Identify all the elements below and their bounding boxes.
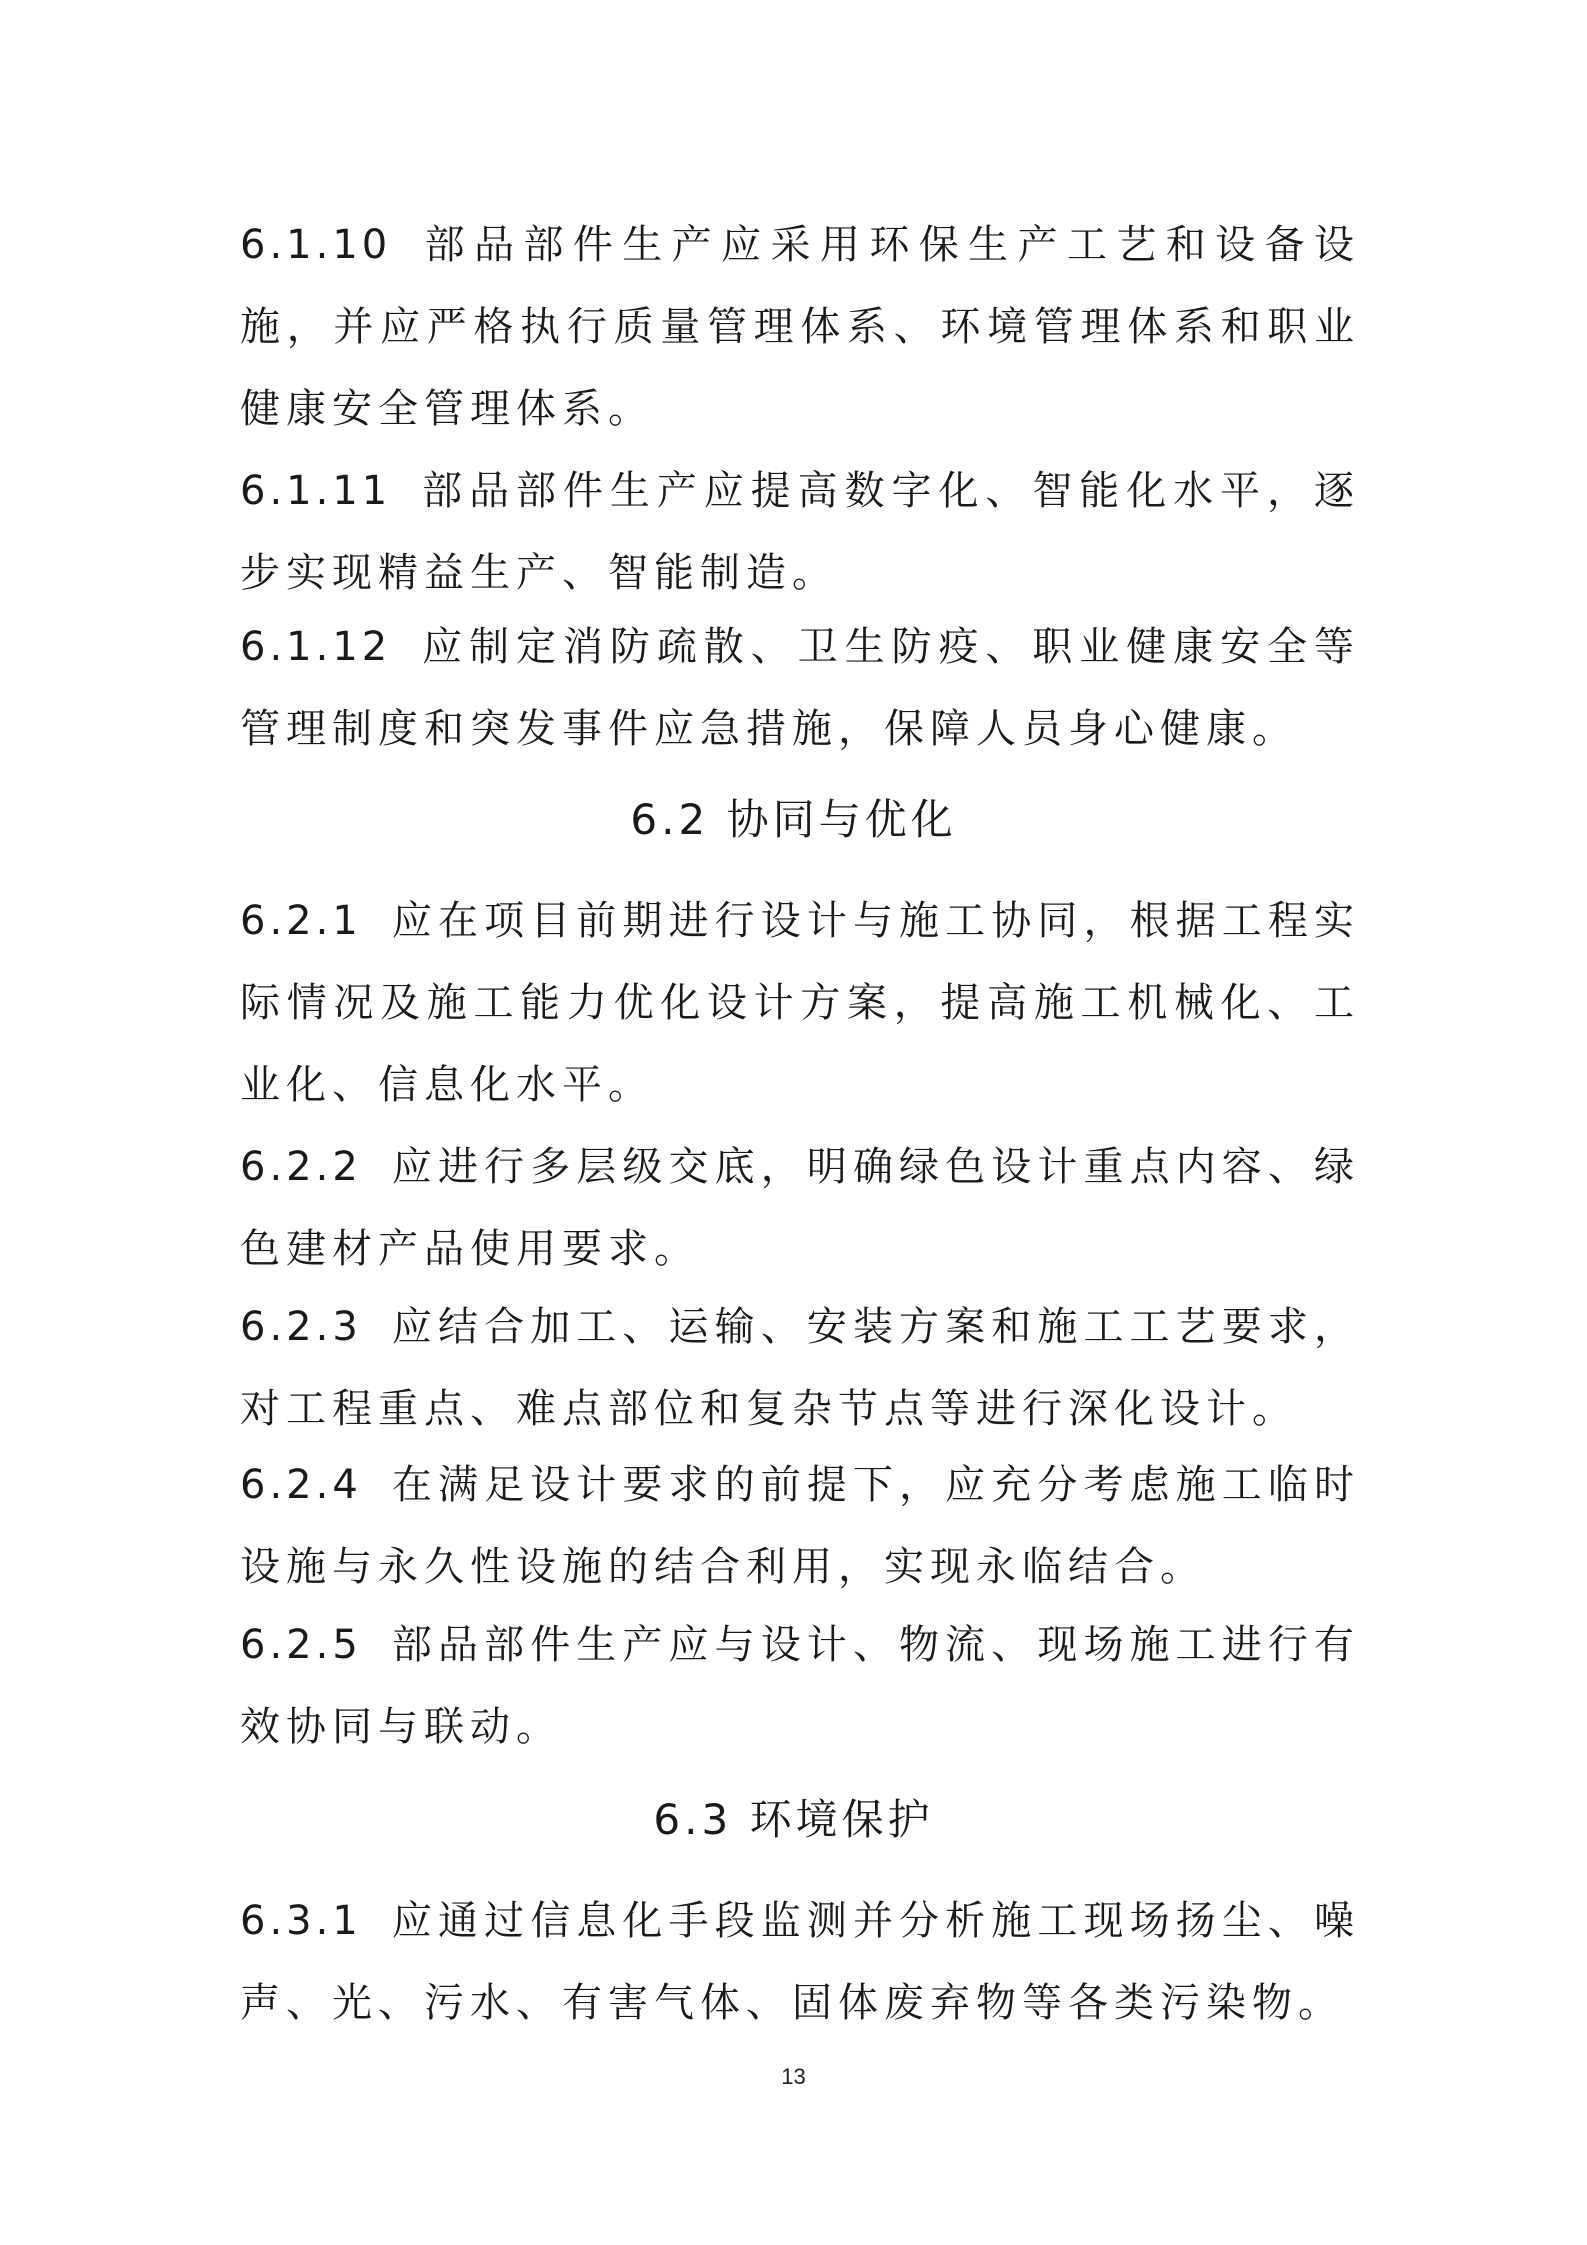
clause-text: 部品部件生产应采用环保生产工艺和设备设施，并应严格执行质量管理体系、环境管理体系和职业健康安全管理体系。	[240, 222, 1360, 432]
clause-text: 部品部件生产应提高数字化、智能化水平，逐步实现精益生产、智能制造。	[240, 468, 1360, 596]
clause-number: 6.2.1	[240, 898, 362, 944]
clause-6-1-12	[240, 606, 1360, 770]
clause-text: 部品部件生产应与设计、物流、现场施工进行有效协同与联动。	[240, 1622, 1360, 1750]
section-heading-6-2: 6.2 协同与优化	[630, 795, 957, 844]
clause-number: 6.2.4	[240, 1462, 362, 1508]
clause-number: 6.1.12	[240, 624, 392, 670]
clause-number: 6.3.1	[240, 1898, 362, 1944]
clause-6-1-10	[240, 204, 1360, 450]
clause-text: 应制定消防疏散、卫生防疫、职业健康安全等管理制度和突发事件应急措施，保障人员身心健康。	[240, 624, 1360, 752]
clause-6-2-3	[240, 1286, 1360, 1450]
clause-text: 在满足设计要求的前提下，应充分考虑施工临时设施与永久性设施的结合利用，实现永临结合。	[240, 1462, 1360, 1590]
clause-text: 应通过信息化手段监测并分析施工现场扬尘、噪声、光、污水、有害气体、固体废弃物等各类污染物。	[240, 1898, 1360, 2026]
clause-number: 6.1.10	[240, 222, 392, 268]
clause-6-2-2	[240, 1126, 1360, 1290]
clause-6-1-11	[240, 450, 1360, 614]
clause-text: 应在项目前期进行设计与施工协同，根据工程实际情况及施工能力优化设计方案，提高施工机械化、工业化、信息化水平。	[240, 898, 1360, 1108]
clause-number: 6.2.3	[240, 1304, 362, 1350]
clause-number: 6.2.2	[240, 1144, 362, 1190]
clause-number: 6.1.11	[240, 468, 392, 514]
clause-6-2-5	[240, 1604, 1360, 1768]
clause-6-2-1	[240, 880, 1360, 1126]
clause-number: 6.2.5	[240, 1622, 362, 1668]
clause-6-2-4	[240, 1444, 1360, 1608]
clause-text: 应进行多层级交底，明确绿色设计重点内容、绿色建材产品使用要求。	[240, 1144, 1360, 1272]
clause-text: 应结合加工、运输、安装方案和施工工艺要求，对工程重点、难点部位和复杂节点等进行深化设计。	[240, 1304, 1360, 1432]
section-heading-6-3: 6.3 环境保护	[653, 1795, 934, 1844]
clause-6-3-1	[240, 1880, 1360, 2044]
page-number: 13	[781, 2064, 806, 2089]
